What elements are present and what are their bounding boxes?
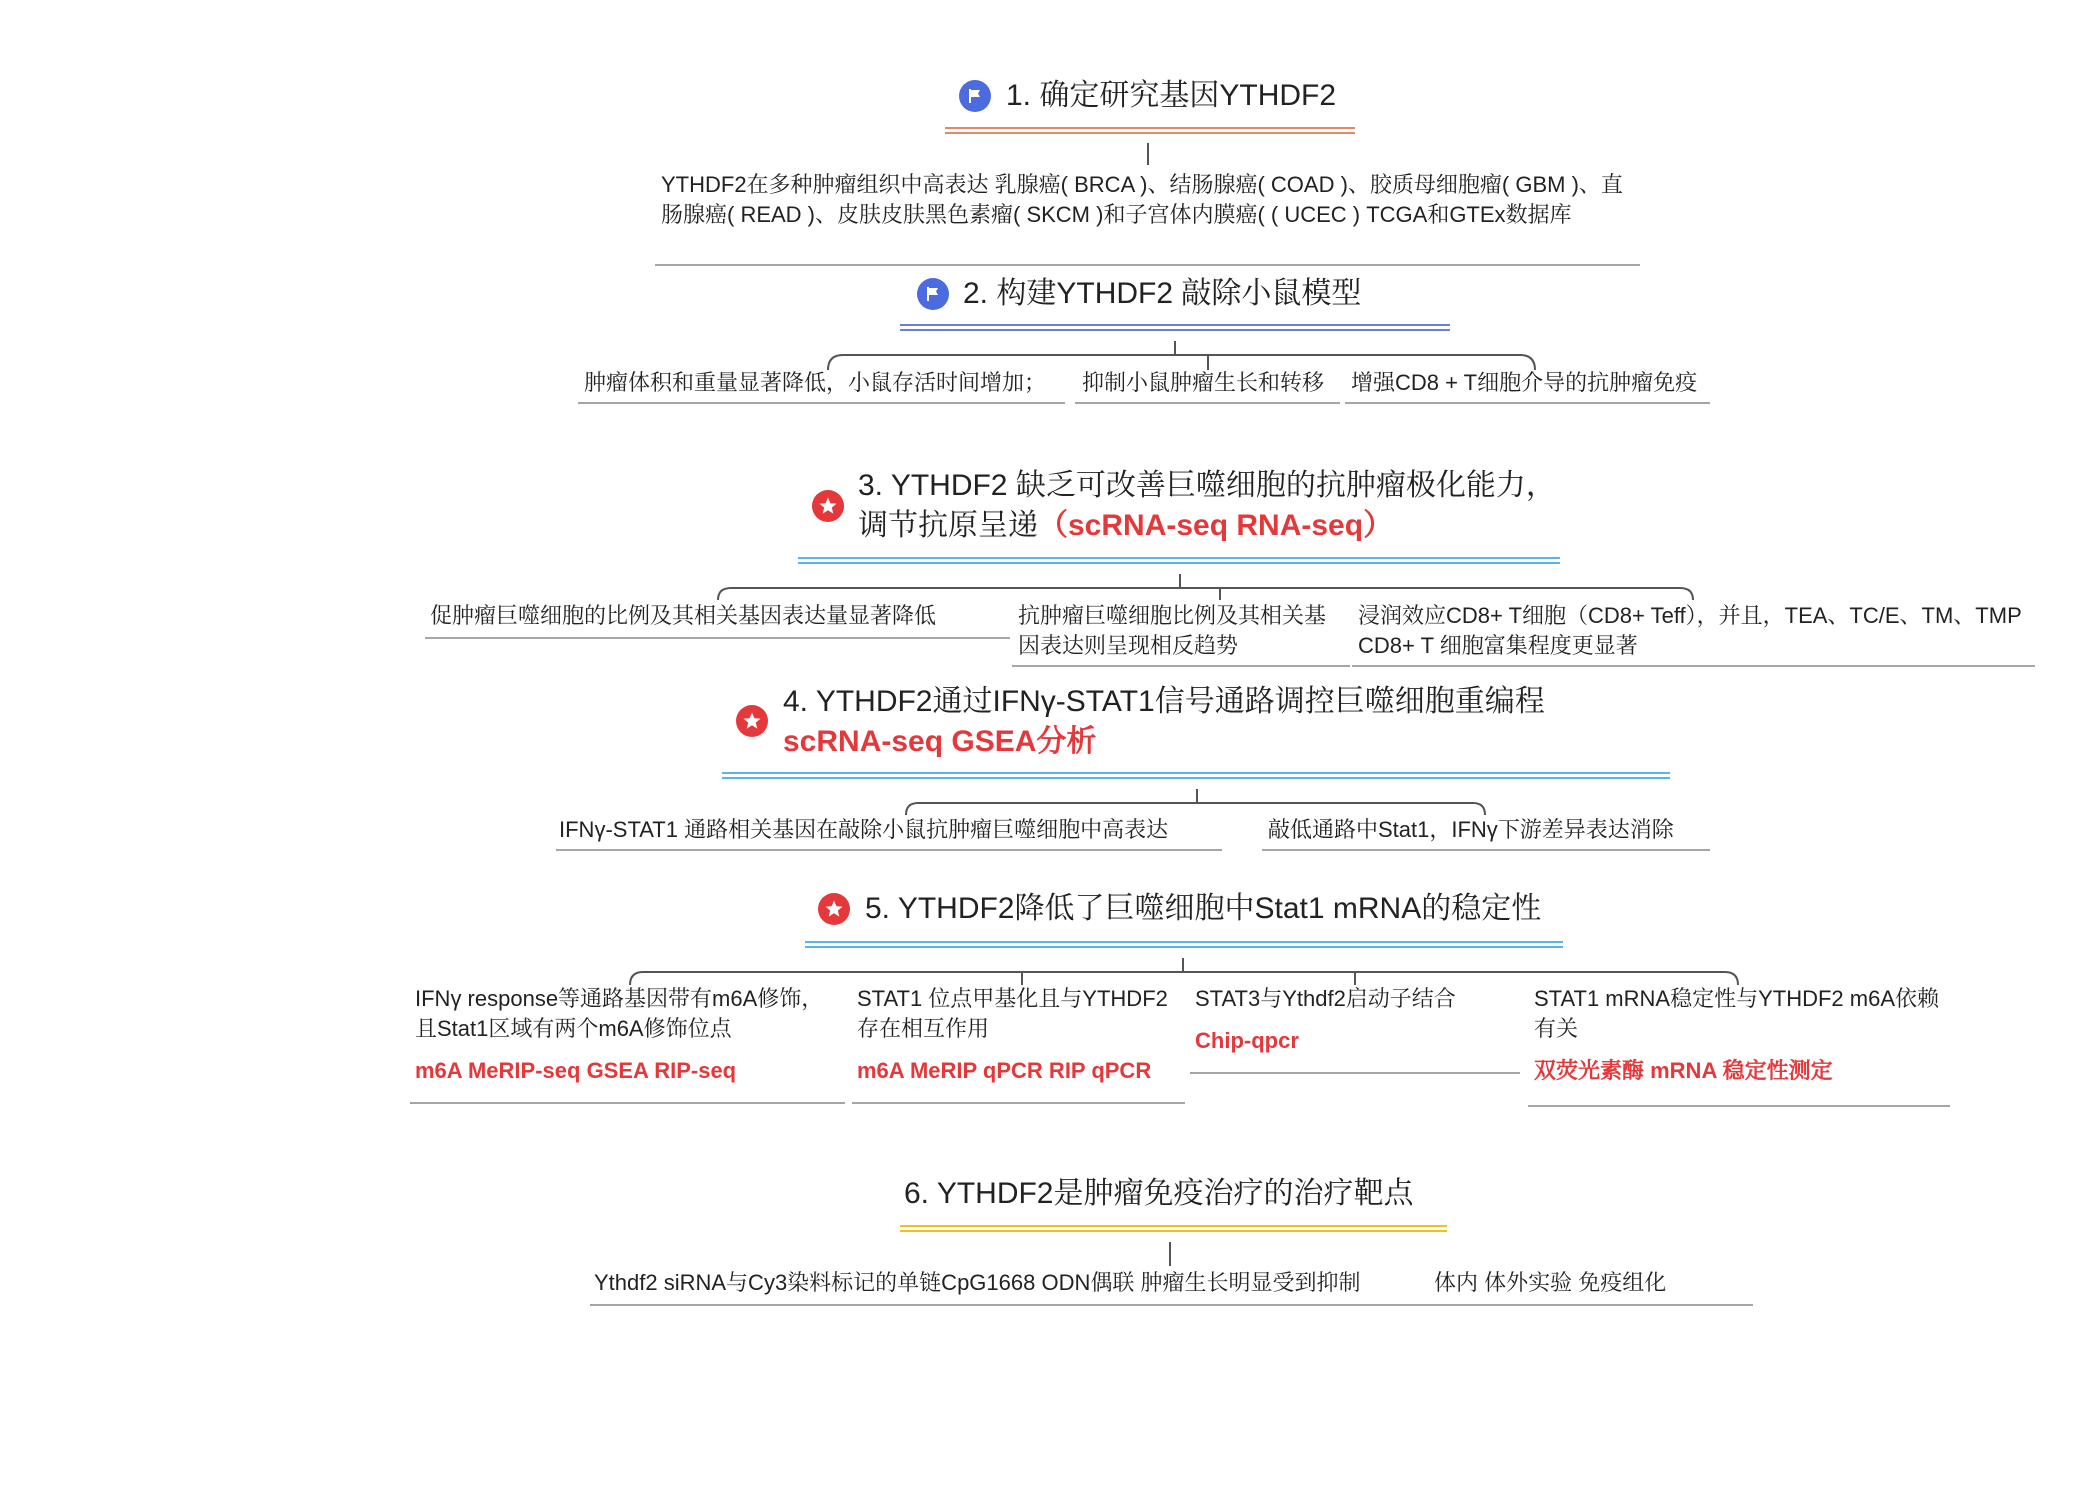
section-4-node-2[interactable]: 敲低通路中Stat1，IFNγ下游差异表达消除 — [1268, 817, 1674, 842]
section-5-node-2[interactable] — [853, 984, 1181, 1090]
section-5-node-3[interactable] — [1191, 984, 1519, 1060]
section-2-node-1[interactable]: 肿瘤体积和重量显著降低，小鼠存活时间增加； — [584, 370, 1047, 395]
section-4-title-line1: 4. YTHDF2通过IFNγ-STAT1信号通路调控巨噬细胞重编程 — [783, 685, 1545, 718]
section-2-title[interactable]: 2. 构建YTHDF2 敲除小鼠模型 — [963, 277, 1362, 310]
section-6-title[interactable]: 6. YTHDF2是肿瘤免疫治疗的治疗靶点 — [904, 1177, 1414, 1210]
section-1-node-1[interactable]: YTHDF2在多种肿瘤组织中高表达 乳腺癌( BRCA )、结肠腺癌( COAD )、胶质母细胞瘤( GBM )、直肠腺癌( READ )、皮肤皮肤黑色素瘤( SKCM )和子宫体内膜癌( ( UCEC ) TCGA和GTEx数据库 — [661, 172, 1623, 227]
section-3-node-3[interactable]: 浸润效应CD8+ T细胞（CD8+ Teff），并且，TEA、TC/E、TM、TMP CD8+ T 细胞富集程度更显著 — [1358, 603, 2022, 658]
section-5-node-2-text: STAT1 位点甲基化且与YTHDF2存在相互作用 — [857, 986, 1168, 1041]
section-1-title[interactable]: 1. 确定研究基因YTHDF2 — [1006, 79, 1337, 112]
section-4-title[interactable] — [783, 682, 1545, 762]
section-6-node-1[interactable]: Ythdf2 siRNA与Cy3染料标记的单链CpG1668 ODN偶联 肿瘤生长明显受到抑制 — [594, 1270, 1361, 1295]
section-2-node-2[interactable]: 抑制小鼠肿瘤生长和转移 — [1082, 370, 1325, 395]
section-5-node-4-text: STAT1 mRNA稳定性与YTHDF2 m6A依赖有关 — [1534, 986, 1939, 1041]
section-4-title-tech: scRNA-seq GSEA分析 — [783, 725, 1097, 758]
section-3-title-line2-text: 调节抗原呈递 — [858, 509, 1038, 542]
section-3-title[interactable] — [858, 466, 1556, 546]
section-5-node-2-tech: m6A MeRIP qPCR RIP qPCR — [857, 1058, 1152, 1083]
section-5-node-3-tech: Chip-qpcr — [1195, 1028, 1299, 1053]
section-5-node-1-text: IFNγ response等通路基因带有m6A修饰，且Stat1区域有两个m6A修饰位点 — [415, 986, 824, 1041]
section-5-title[interactable]: 5. YTHDF2降低了巨噬细胞中Stat1 mRNA的稳定性 — [865, 892, 1542, 925]
section-3-title-line1: 3. YTHDF2 缺乏可改善巨噬细胞的抗肿瘤极化能力， — [858, 469, 1556, 502]
section-2-node-3[interactable]: 增强CD8 + T细胞介导的抗肿瘤免疫 — [1351, 370, 1698, 395]
section-5-node-3-text: STAT3与Ythdf2启动子结合 — [1195, 986, 1456, 1011]
section-4-node-1[interactable]: IFNγ-STAT1 通路相关基因在敲除小鼠抗肿瘤巨噬细胞中高表达 — [559, 817, 1169, 842]
section-3-node-1[interactable]: 促肿瘤巨噬细胞的比例及其相关基因表达量显著降低 — [430, 603, 937, 628]
section-3-node-2[interactable]: 抗肿瘤巨噬细胞比例及其相关基因表达则呈现相反趋势 — [1018, 603, 1327, 658]
section-3-title-line2 — [858, 506, 1556, 546]
flag-icon — [959, 80, 991, 112]
star-icon — [812, 490, 844, 522]
star-icon — [818, 893, 850, 925]
section-5-node-1-tech: m6A MeRIP-seq GSEA RIP-seq — [415, 1058, 737, 1083]
section-3-title-tech: （scRNA-seq RNA-seq） — [1038, 509, 1394, 542]
flag-icon — [917, 278, 949, 310]
section-5-node-1[interactable] — [411, 984, 847, 1090]
section-5-node-4-tech: 双荧光素酶 mRNA 稳定性测定 — [1534, 1058, 1833, 1083]
star-icon — [736, 705, 768, 737]
section-6-node-2[interactable]: 体内 体外实验 免疫组化 — [1434, 1270, 1667, 1295]
section-5-node-4[interactable] — [1530, 984, 1953, 1090]
